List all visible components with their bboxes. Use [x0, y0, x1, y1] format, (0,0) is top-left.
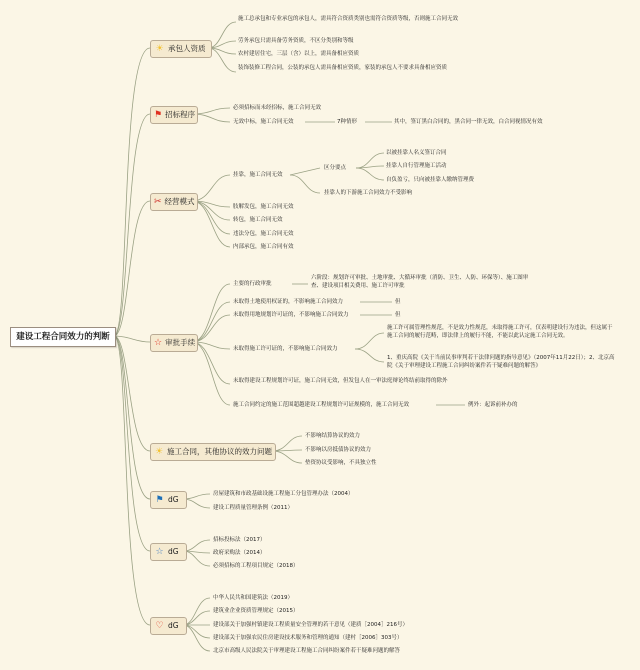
branch-dg-1[interactable]	[150, 491, 187, 509]
branch-label: dG	[168, 495, 179, 504]
list-item: 建设部关于加强村镇建设工程质量安全管理的若干意见（建质［2004］216号）	[213, 622, 408, 628]
list-item: 不影响以房抵债协议的效力	[305, 447, 372, 453]
list-item: 建设部关于加强农民住房建设技术服务和管理的通知（建村［2006］303号）	[213, 635, 403, 641]
list-item: 农村建居住宅，三层（含）以上，需具备相应资质	[238, 51, 360, 57]
list-item: 以被挂靠人名义签订合同	[386, 150, 447, 156]
list-item: 区分要点	[324, 165, 347, 171]
branch-business-model[interactable]	[150, 193, 198, 211]
list-item: 无效中标，施工合同无效	[233, 119, 294, 125]
list-item: 违法分包，施工合同无效	[233, 231, 294, 237]
list-item: 挂靠人自行管理施工活动	[386, 163, 447, 169]
list-item: 北京市高级人民法院关于审理建设工程施工合同纠纷案件若干疑难问题的解答	[213, 648, 401, 654]
list-item: 内部承包，施工合同有效	[233, 244, 294, 250]
sun-icon: ☀	[155, 43, 164, 54]
list-item: 7种情形	[337, 119, 357, 125]
list-item: 挂靠，施工合同无效	[233, 172, 283, 178]
tools-icon: ✂	[154, 196, 162, 207]
list-item: 建设工程质量管理条例（2011）	[213, 505, 293, 511]
list-item: 施工总承包和专业承包的承包人，需具符合资质类别也需符合资质等级，否则施工合同无效	[238, 16, 459, 22]
flag-icon: ⚑	[154, 109, 163, 120]
list-item: 未取得建设工程规划许可证，施工合同无效，但发包人在一审法庭辩论终结前取得的除外	[233, 378, 448, 384]
branch-label: 承包人资质	[168, 44, 206, 53]
list-item: 施工许可属管理性规范，不是效力性规范，未取得施工许可，仅表明建设行为违法，但这属于施工合同的履行范畴，即法律上的履行不能，不能以此认定施工合同无效。	[387, 325, 613, 339]
list-item: 必须招标而未经招标，施工合同无效	[233, 105, 322, 111]
list-item: 其中，签订黑白合同的，黑合同一律无效，白合同视情况有效	[394, 119, 543, 125]
branch-label: dG	[168, 621, 179, 630]
root-node[interactable]: 建设工程合同效力的判断	[10, 327, 116, 347]
list-item: 垫资协议受影响，不具独立性	[305, 460, 377, 466]
list-item: 建筑业企业资质管理规定（2015）	[213, 608, 299, 614]
list-item: 自负盈亏，只向被挂靠人缴纳管理费	[386, 177, 475, 183]
branch-label: 施工合同，其他协议的效力问题	[167, 447, 272, 456]
list-item: 政府采购法（2014）	[213, 550, 266, 556]
list-item: 必须招标的工程项目规定（2018）	[213, 563, 299, 569]
flag-icon: ⚑	[155, 494, 164, 505]
list-item: 未取得用地规划许可证的，不影响施工合同效力	[233, 312, 349, 318]
list-item: 例外：起诉前补办的	[468, 402, 518, 408]
branch-label: 招标程序	[165, 110, 196, 119]
branch-label: dG	[168, 547, 179, 556]
list-item: 房屋建筑和市政基础设施工程施工分包管理办法（2004）	[213, 491, 354, 497]
star-icon: ☆	[154, 337, 163, 348]
branch-label: 审批手续	[165, 338, 196, 347]
branch-dg-2[interactable]	[150, 543, 187, 561]
heart-icon: ♡	[155, 620, 164, 631]
sun-icon: ☀	[154, 446, 164, 457]
list-item: 1、重庆高院《关于当前民事审判若干法律问题的指导意见》（2007年11月22日）；2、北京高院《关于审理建设工程施工合同纠纷案件若干疑难问题的解答》	[387, 355, 615, 369]
branch-label: 经营模式	[164, 197, 195, 206]
list-item: 未取得施工许可证的，不影响施工合同效力	[233, 346, 338, 352]
list-item: 肢解发包，施工合同无效	[233, 204, 294, 210]
star-icon: ☆	[155, 546, 164, 557]
branch-contractor-qualification[interactable]	[150, 40, 212, 58]
list-item: 六阶段：规划许可审批、土地审批、大循环审批（消防、卫生、人防、环保等）、施工图审查、建设项目相关费用、施工许可审批	[311, 275, 529, 289]
list-item: 挂靠人的下游施工合同效力不受影响	[324, 190, 413, 196]
branch-other-agreements[interactable]	[150, 443, 276, 461]
list-item: 但	[395, 312, 401, 318]
list-item: 招标投标法（2017）	[213, 537, 266, 543]
list-item: 装饰装修工程合同，公装的承包人需具备相应资质，家装的承包人不要求具备相应资质	[238, 65, 448, 71]
list-item: 施工合同约定的施工范围超越建设工程规划许可证规模的，施工合同无效	[233, 402, 410, 408]
list-item: 劳务承包只需具备劳务资质，不区分类别和等级	[238, 38, 354, 44]
list-item: 未取得土地使用权证的，不影响施工合同效力	[233, 299, 344, 305]
branch-bidding-procedure[interactable]	[150, 106, 198, 124]
list-item: 转包，施工合同无效	[233, 217, 283, 223]
list-item: 不影响结算协议的效力	[305, 433, 361, 439]
list-item: 但	[395, 299, 401, 305]
branch-approval-procedures[interactable]	[150, 334, 198, 352]
list-item: 主要的行政审批	[233, 281, 272, 287]
list-item: 中华人民共和国建筑法（2019）	[213, 595, 293, 601]
branch-dg-3[interactable]	[150, 617, 187, 635]
